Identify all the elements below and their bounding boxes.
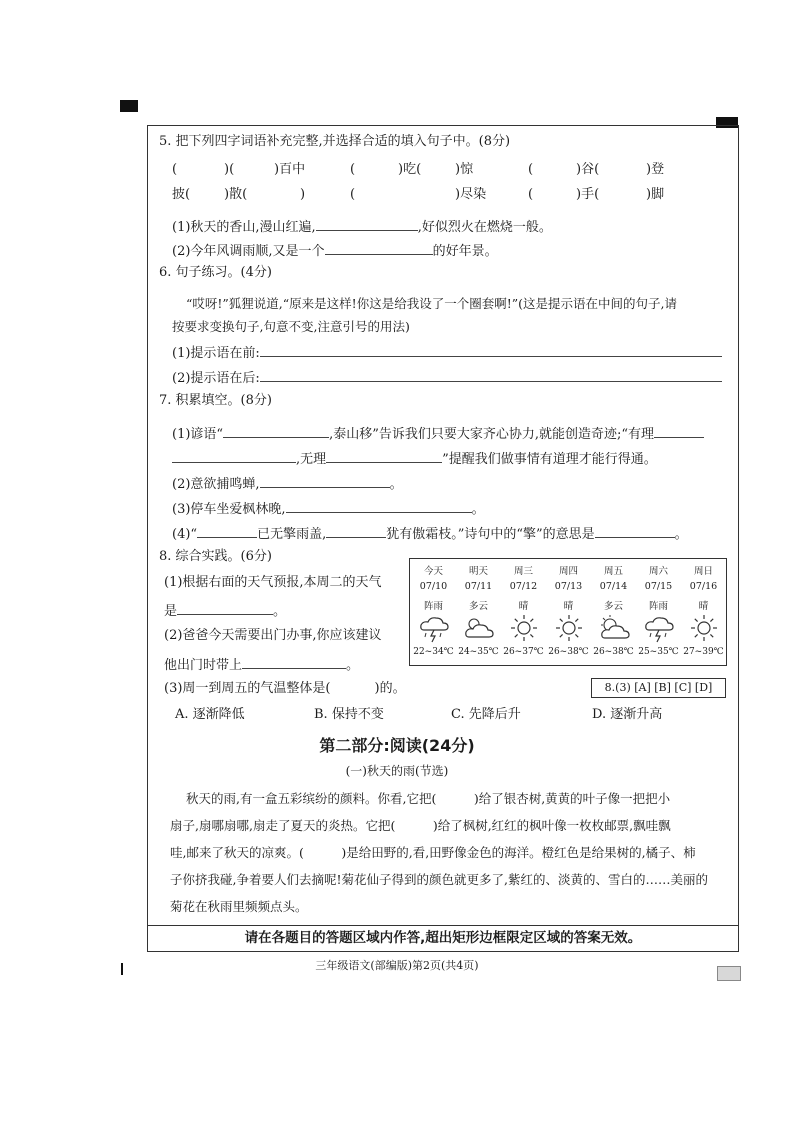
q5-row2-part: ) <box>300 187 306 202</box>
q8-s2-blank[interactable] <box>242 654 346 669</box>
q6-prompt-line-1: “哎呀!”狐狸说道,“原来是这样!你这是给我设了一个圈套啊!”(这是提示语在中间的句子,请 <box>186 296 677 311</box>
registration-mark-left <box>120 100 138 112</box>
q8-s1-end: 。 <box>273 604 287 619</box>
q8-option-a[interactable]: A. 逐渐降低 <box>175 707 245 722</box>
weather-date: 07/16 <box>689 581 718 592</box>
q5-s2-text: (2)今年风调雨顺,又是一个 <box>172 244 325 259</box>
q7-l3-end: 。 <box>389 477 403 492</box>
q5-row2-part: ( <box>528 187 534 202</box>
q5-row1-part: ( <box>350 162 356 177</box>
page-footer: 三年级语文(部编版)第2页(共4页) <box>315 959 479 972</box>
q5-row1-part: ( <box>172 162 178 177</box>
q8-answer-box[interactable]: 8.(3) [A] [B] [C] [D] <box>591 678 726 698</box>
weather-temperature: 25~35℃ <box>638 647 679 657</box>
q7-l4-end: 。 <box>471 502 485 517</box>
q5-row1-part: )( <box>224 162 235 177</box>
q7-l2-text-end: ”提醒我们做事情有道理才能行得通。 <box>442 452 657 467</box>
q5-s2-blank[interactable] <box>325 240 433 255</box>
q7-l5-text-2: 已无擎雨盖, <box>257 527 327 542</box>
q8-s1-blank[interactable] <box>177 600 273 615</box>
q6-prompt-line-2: 按要求变换句子,句意不变,注意引号的用法) <box>172 319 410 334</box>
weather-day-column <box>591 559 636 665</box>
q6-a1-label: (1)提示语在前: <box>172 346 260 361</box>
q5-s2-text-end: 的好年景。 <box>432 244 498 259</box>
q5-row1-part: )登 <box>646 162 665 177</box>
thunder-rain-icon <box>642 613 676 643</box>
q5-row2-part: )尽染 <box>455 187 487 202</box>
weather-temperature: 22~34℃ <box>413 647 454 657</box>
reading-line: 秋天的雨,有一盒五彩缤纷的颜料。你看,它把( )给了银杏树,黄黄的叶子像一把把小 <box>186 791 671 806</box>
reading-line: 扇子,扇哪扇哪,扇走了夏天的炎热。它把( )给了枫树,红红的枫叶像一枚枚邮票,飘哇飘 <box>170 818 671 833</box>
q7-l5-blank-3[interactable] <box>595 523 675 538</box>
weather-date: 07/12 <box>509 581 538 592</box>
q5-row1-part: ( <box>528 162 534 177</box>
q6-answer-2 <box>172 367 722 388</box>
q8-s3 <box>164 680 406 698</box>
q7-l1-blank[interactable] <box>223 423 329 438</box>
q7-line-1 <box>172 423 704 444</box>
q6-answer-1 <box>172 342 722 363</box>
q7-l4-blank[interactable] <box>286 498 472 513</box>
q8-s1-text: 是 <box>164 604 178 619</box>
q5-title: 5. 把下列四字词语补充完整,并选择合适的填入句子中。(8分) <box>159 134 511 149</box>
q5-s1-blank[interactable] <box>316 216 418 231</box>
weather-day-label: 今天 <box>423 566 443 577</box>
weather-day-column <box>681 559 726 665</box>
q8-s2-line-1: (2)爸爸今天需要出门办事,你应该建议 <box>164 628 382 643</box>
scanner-stamp-icon <box>717 966 741 981</box>
weather-day-label: 周六 <box>648 566 668 577</box>
weather-condition: 晴 <box>563 601 574 612</box>
q5-row2-part: ( <box>350 187 356 202</box>
q7-line-2 <box>172 448 657 469</box>
q8-s3-text: (3)周一到周五的气温整体是( <box>164 681 331 696</box>
q8-s1-line-2 <box>164 600 286 621</box>
q5-row1-part: )吃( <box>398 162 422 177</box>
q5-row2-part: 披( <box>172 187 191 202</box>
q7-line-3 <box>172 473 403 494</box>
weather-day-label: 周四 <box>558 566 578 577</box>
weather-date: 07/15 <box>644 581 673 592</box>
weather-condition: 阵雨 <box>648 601 668 612</box>
q7-title: 7. 积累填空。(8分) <box>159 393 272 408</box>
weather-day-column <box>411 559 456 665</box>
thunder-rain-icon <box>417 613 451 643</box>
q7-l3-text: (2)意欲捕鸣蝉, <box>172 477 260 492</box>
weather-condition: 阵雨 <box>423 601 443 612</box>
q5-row2-part: )散( <box>224 187 248 202</box>
partly-cloudy-icon <box>597 613 631 643</box>
part2-subtitle: (一)秋天的雨(节选) <box>345 764 449 778</box>
q7-l4-text: (3)停车坐爱枫林晚, <box>172 502 286 517</box>
cloudy-icon <box>462 613 496 643</box>
weather-temperature: 26~38℃ <box>593 647 634 657</box>
q8-s2-end: 。 <box>346 658 360 673</box>
q7-l5-text-3: 犹有傲霜枝。”诗句中的“擎”的意思是 <box>386 527 595 542</box>
weather-temperature: 27~39℃ <box>683 647 724 657</box>
sun-icon <box>507 613 541 643</box>
q8-title: 8. 综合实践。(6分) <box>159 549 272 564</box>
weather-day-label: 明天 <box>468 566 488 577</box>
q7-l5-end: 。 <box>674 527 688 542</box>
q5-s1-text-end: ,好似烈火在燃烧一般。 <box>417 220 552 235</box>
answer-area-notice: 请在各题目的答题区域内作答,超出矩形边框限定区域的答案无效。 <box>147 925 739 952</box>
weather-temperature: 24~35℃ <box>458 647 499 657</box>
q7-l3-blank[interactable] <box>260 473 390 488</box>
q6-title: 6. 句子练习。(4分) <box>159 265 272 280</box>
q8-option-b[interactable]: B. 保持不变 <box>314 707 384 722</box>
q6-a2-label: (2)提示语在后: <box>172 371 260 386</box>
reading-line: 菊花在秋雨里频频点头。 <box>170 899 308 914</box>
sun-icon <box>552 613 586 643</box>
weather-date: 07/10 <box>419 581 448 592</box>
weather-day-column <box>501 559 546 665</box>
weather-condition: 晴 <box>518 601 529 612</box>
weather-condition: 晴 <box>698 601 709 612</box>
q7-l1-blank-2[interactable] <box>654 423 704 438</box>
q7-line-4 <box>172 498 485 519</box>
weather-day-column <box>636 559 681 665</box>
q7-l1-text-end: ,泰山移”告诉我们只要大家齐心协力,就能创造奇迹;“有理 <box>329 427 654 442</box>
q5-row1-part: )惊 <box>455 162 474 177</box>
q5-row1-part: )谷( <box>576 162 600 177</box>
q8-option-c[interactable]: C. 先降后升 <box>451 707 521 722</box>
weather-day-column <box>456 559 501 665</box>
weather-condition: 多云 <box>603 601 623 612</box>
reading-line: 哇,邮来了秋天的凉爽。( )是给田野的,看,田野像金色的海洋。橙红色是给果树的,橘子、柿 <box>170 845 696 860</box>
q5-sentence-1 <box>172 216 552 237</box>
q7-l2-blank[interactable] <box>172 448 296 463</box>
q5-row1-part: )百中 <box>274 162 306 177</box>
q7-l1-text: (1)谚语“ <box>172 427 224 442</box>
q6-a2-blank[interactable] <box>260 367 722 382</box>
q7-l2-text: ,无理 <box>296 452 327 467</box>
q5-row2-part: )脚 <box>646 187 665 202</box>
q8-s3-end: )的。 <box>374 681 406 696</box>
q7-l5-blank-2[interactable] <box>326 523 386 538</box>
weather-day-label: 周三 <box>513 566 533 577</box>
part2-title: 第二部分:阅读(24分) <box>319 736 475 755</box>
weather-date: 07/13 <box>554 581 583 592</box>
weather-temperature: 26~38℃ <box>548 647 589 657</box>
weather-date: 07/14 <box>599 581 628 592</box>
q5-sentence-2 <box>172 240 498 261</box>
q7-l5-blank[interactable] <box>197 523 257 538</box>
q8-option-d[interactable]: D. 逐渐升高 <box>592 707 663 722</box>
q8-s1-line-1: (1)根据右面的天气预报,本周二的天气 <box>164 575 382 590</box>
q7-l5-text: (4)“ <box>172 527 198 542</box>
weather-condition: 多云 <box>468 601 488 612</box>
q7-line-5 <box>172 523 688 544</box>
q8-s2-text: 他出门时带上 <box>164 658 243 673</box>
weather-forecast-table <box>409 558 727 666</box>
sun-icon <box>687 613 721 643</box>
reading-line: 子你挤我碰,争着要人们去摘呢!菊花仙子得到的颜色就更多了,紫红的、淡黄的、雪白的……美丽的 <box>170 872 708 887</box>
q8-s2-line-2 <box>164 654 359 675</box>
q5-s1-text: (1)秋天的香山,漫山红遍, <box>172 220 316 235</box>
q7-l2-blank-2[interactable] <box>326 448 442 463</box>
q5-row2-part: )手( <box>576 187 600 202</box>
q6-a1-blank[interactable] <box>260 342 722 357</box>
weather-day-label: 周日 <box>693 566 713 577</box>
weather-temperature: 26~37℃ <box>503 647 544 657</box>
weather-day-label: 周五 <box>603 566 623 577</box>
weather-day-column <box>546 559 591 665</box>
weather-date: 07/11 <box>464 581 493 592</box>
